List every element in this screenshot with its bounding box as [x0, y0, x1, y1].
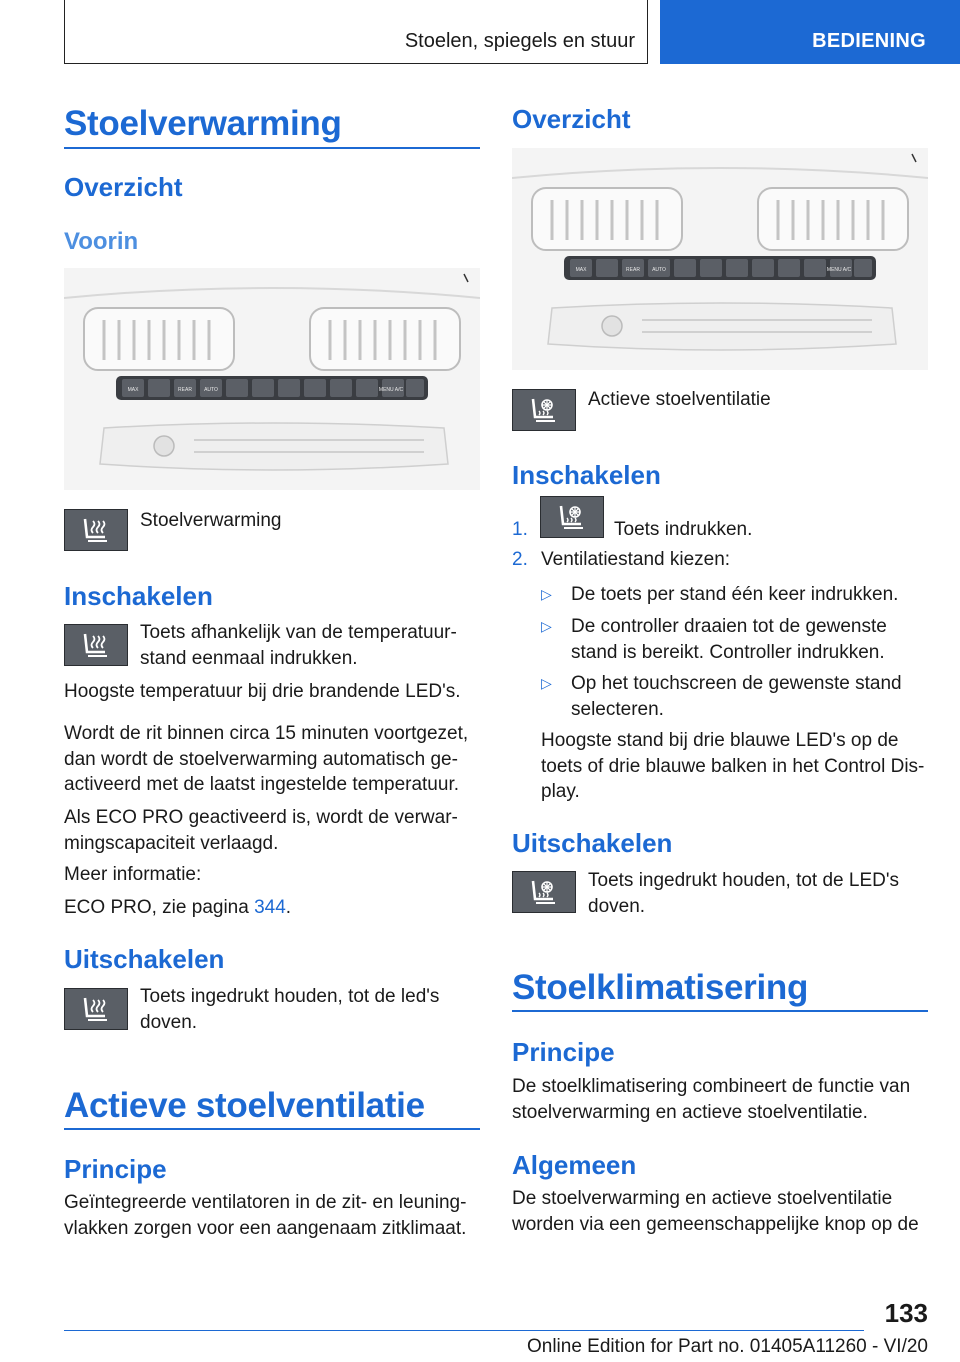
heading-algemeen: Algemeen — [512, 1150, 637, 1180]
seat-ventilation-icon — [512, 389, 576, 431]
panel-button-label: REAR — [178, 387, 192, 393]
panel-button-label: REAR — [626, 267, 640, 273]
uitschakelen-instruction-right: Toets ingedrukt houden, tot de LED's doven. — [588, 870, 899, 917]
panel-button-label: MAX — [127, 387, 139, 393]
dashboard-photo-right — [512, 148, 928, 370]
bullet-1: De toets per stand één keer indrukken. — [571, 584, 899, 605]
text-eco-pro: Als ECO PRO geactiveerd is, wordt de verwar-mingscapaciteit verlaagd. — [64, 807, 458, 854]
heading-stoelverwarming: Stoelverwarming — [64, 104, 342, 143]
heading-overzicht-left: Overzicht — [64, 172, 183, 202]
panel-button-label: AUTO — [204, 387, 218, 393]
heading-uitschakelen-right: Uitschakelen — [512, 828, 673, 858]
algemeen-text: De stoelverwarming en actieve stoelventilatie worden via een gemeenschappelijke knop op de — [512, 1188, 919, 1235]
heading-overzicht-right: Overzicht — [512, 104, 631, 134]
text-meer-informatie: Meer informatie: — [64, 864, 202, 885]
heading-rule — [64, 1128, 480, 1130]
heading-principe-right: Principe — [512, 1037, 615, 1067]
panel-button-label: MAX — [575, 267, 587, 273]
step-2 — [512, 547, 528, 573]
step-1-text: Toets indrukken. — [614, 519, 753, 540]
header-chapter-label: BEDIENING — [812, 30, 926, 52]
dashboard-illustration — [512, 148, 928, 370]
panel-button-label: MENU A/C — [378, 387, 404, 393]
seat-heating-icon — [64, 509, 128, 551]
heading-rule — [512, 1010, 928, 1012]
eco-ref-dot: . — [285, 897, 292, 918]
bullet-marker: ▷ — [541, 586, 552, 602]
heading-inschakelen-right: Inschakelen — [512, 460, 661, 490]
heading-uitschakelen-left: Uitschakelen — [64, 944, 225, 974]
bullet-marker: ▷ — [541, 618, 552, 634]
header-chapter-tab[interactable] — [660, 0, 960, 64]
text-rit-voortgezet: Wordt de rit binnen circa 15 minuten voortgezet, dan wordt de stoelverwarming automatisch ge-activeerd met de laatst ingestelde temperatuur. — [64, 723, 469, 795]
uitschakelen-instruction-left: Toets ingedrukt houden, tot de led's doven. — [140, 986, 440, 1033]
header-section-title: Stoelen, spiegels en stuur — [404, 30, 635, 52]
heading-principe-left: Principe — [64, 1154, 167, 1184]
text-hoogste-temperatuur: Hoogste temperatuur bij drie brandende LED's. — [64, 681, 461, 702]
panel-button-label: MENU A/C — [826, 267, 852, 273]
bullet-2: De controller draaien tot de gewenste stand is bereikt. Controller indrukken. — [571, 616, 887, 663]
seat-heating-icon — [64, 624, 128, 666]
dashboard-illustration — [64, 268, 480, 490]
seat-ventilation-icon — [540, 496, 604, 538]
page-link-344[interactable]: 344 — [254, 897, 286, 918]
step-1-number: 1. — [512, 519, 528, 540]
heading-inschakelen-left: Inschakelen — [64, 581, 213, 611]
heading-voorin: Voorin — [64, 228, 139, 255]
icon-caption-ventilatie: Actieve stoelventilatie — [588, 389, 771, 410]
bullet-marker: ▷ — [541, 675, 552, 691]
principe-text-left: Geïntegreerde ventilatoren in de zit- en leuning-vlakken zorgen voor een aangenaam zitklimaat. — [64, 1192, 467, 1239]
heading-actieve-stoelventilatie: Actieve stoelventilatie — [64, 1086, 425, 1125]
step-2-number: 2. — [512, 549, 528, 570]
header-section-box — [64, 0, 648, 64]
seat-ventilation-icon — [512, 871, 576, 913]
footer-edition: Online Edition for Part no. 01405A11260 - VI/20 — [526, 1336, 928, 1357]
seat-heating-icon — [64, 988, 128, 1030]
principe-text-right: De stoelklimatisering combineert de functie van stoelverwarming en actieve stoelventilatie. — [512, 1076, 911, 1123]
inschakelen-instruction: Toets afhankelijk van de temperatuur-stand eenmaal indrukken. — [140, 622, 457, 669]
page-number: 133 — [884, 1298, 928, 1328]
dashboard-photo-left — [64, 268, 480, 490]
text-eco-pro-reference — [64, 895, 291, 921]
heading-rule — [64, 147, 480, 149]
footer-rule — [64, 1330, 864, 1331]
text-hoogste-stand: Hoogste stand bij drie blauwe LED's op de toets of drie blauwe balken in het Control Dis-play. — [541, 730, 925, 802]
eco-ref-text: ECO PRO, zie pagina — [64, 897, 249, 918]
step-2-text: Ventilatiestand kiezen: — [541, 549, 731, 570]
heading-stoelklimatisering: Stoelklimatisering — [512, 968, 809, 1007]
step-1 — [512, 517, 528, 543]
panel-button-label: AUTO — [652, 267, 666, 273]
icon-caption-stoelverwarming: Stoelverwarming — [140, 510, 282, 531]
bullet-3: Op het touchscreen de gewenste stand selecteren. — [571, 673, 902, 720]
